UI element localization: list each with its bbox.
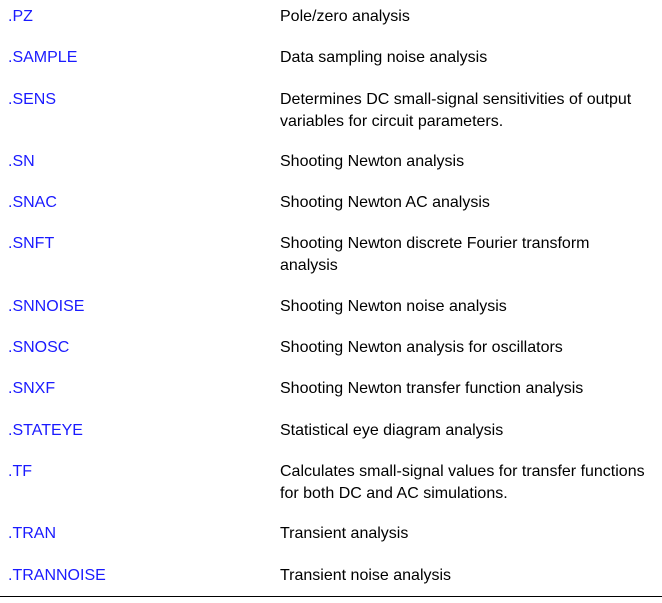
command-link-sens[interactable]: .SENS: [8, 91, 57, 108]
command-link-sample[interactable]: .SAMPLE: [8, 49, 78, 66]
command-link-tran[interactable]: .TRAN: [8, 525, 56, 542]
command-link-snft[interactable]: .SNFT: [8, 235, 55, 252]
table-bottom-rule: [0, 596, 662, 597]
command-description: Transient noise analysis: [280, 567, 452, 584]
command-description: Shooting Newton transfer function analysis: [280, 380, 584, 397]
command-link-pz[interactable]: .PZ: [8, 8, 33, 25]
command-link-snosc[interactable]: .SNOSC: [8, 339, 70, 356]
command-link-snac[interactable]: .SNAC: [8, 194, 57, 211]
command-description: Data sampling noise analysis: [280, 49, 488, 66]
command-description: Shooting Newton noise analysis: [280, 298, 507, 315]
command-description: Pole/zero analysis: [280, 8, 410, 25]
command-description: Statistical eye diagram analysis: [280, 422, 504, 439]
command-link-sn[interactable]: .SN: [8, 153, 35, 170]
command-link-snnoise[interactable]: .SNNOISE: [8, 298, 85, 315]
command-link-snxf[interactable]: .SNXF: [8, 380, 56, 397]
command-description: Shooting Newton analysis: [280, 153, 465, 170]
command-description: Determines DC small-signal sensitivities of output variables for circuit parameters.: [280, 91, 632, 130]
command-link-trannoise[interactable]: .TRANNOISE: [8, 567, 106, 584]
command-link-stateye[interactable]: .STATEYE: [8, 422, 83, 439]
command-description: Transient analysis: [280, 525, 409, 542]
command-description: Shooting Newton discrete Fourier transform analysis: [280, 235, 590, 274]
command-description: Shooting Newton analysis for oscillators: [280, 339, 563, 356]
command-link-tf[interactable]: .TF: [8, 463, 32, 480]
command-description: Shooting Newton AC analysis: [280, 194, 490, 211]
command-description: Calculates small-signal values for transfer functions for both DC and AC simulations.: [280, 463, 645, 502]
